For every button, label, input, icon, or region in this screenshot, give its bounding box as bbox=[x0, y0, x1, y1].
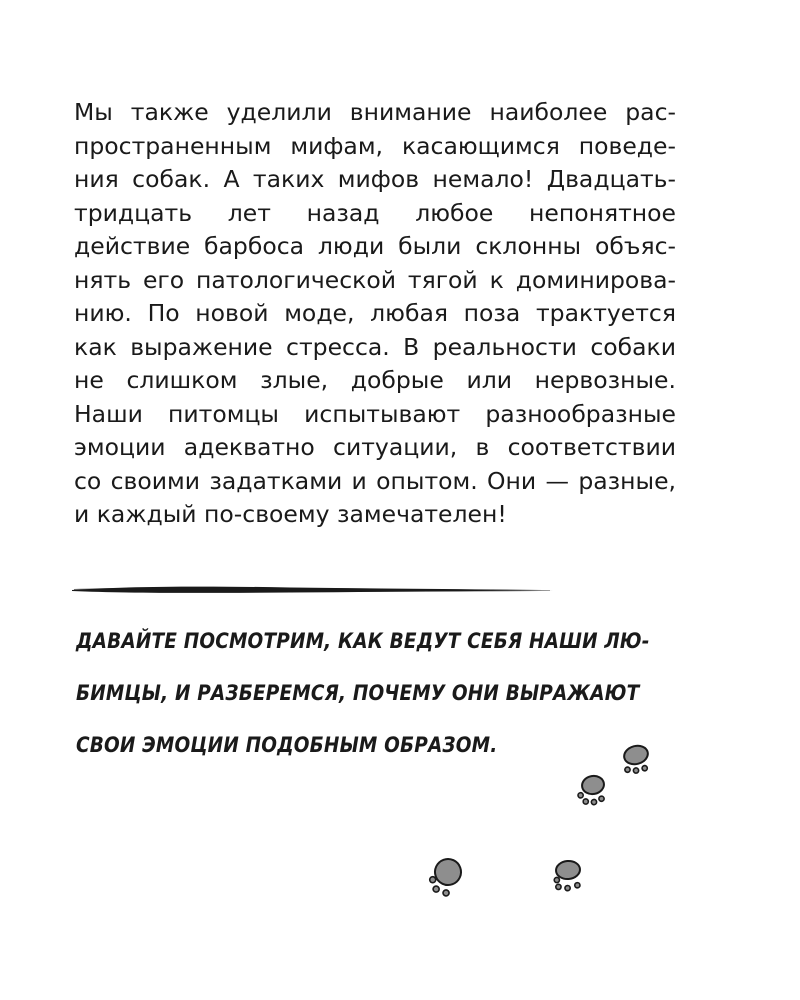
paragraph-line: не слишком злые, добрые или нервозные. bbox=[74, 366, 676, 394]
body-paragraph bbox=[74, 96, 676, 532]
paragraph-line: эмоции адекватно ситуации, в соответствии bbox=[74, 433, 676, 461]
paragraph-line: пространенным мифам, касающимся поведе- bbox=[74, 131, 676, 160]
paw-print-icon bbox=[575, 774, 607, 807]
paragraph-line: действие барбоса люди были склонны объяс- bbox=[74, 232, 676, 260]
callout-line: БИМЦЫ, И РАЗБЕРЕМСЯ, ПОЧЕМУ ОНИ ВЫРАЖАЮТ bbox=[76, 681, 640, 706]
paragraph-line: со своими задатками и опытом. Они — разные, bbox=[74, 466, 676, 495]
paragraph-line: Наши питомцы испытывают разнообразные bbox=[74, 399, 676, 428]
callout-text bbox=[76, 616, 682, 772]
paragraph-line: тридцать лет назад любое непонятное bbox=[74, 198, 676, 227]
paragraph-line: как выражение стресса. В реальности собаки bbox=[74, 332, 676, 361]
paragraph-line: нять его патологической тягой к доминирова- bbox=[74, 265, 676, 294]
brush-stroke-divider bbox=[70, 580, 556, 600]
callout-line: ДАВАЙТЕ ПОСМОТРИМ, КАК ВЕДУТ СЕБЯ НАШИ ЛЮ- bbox=[76, 629, 650, 654]
paragraph-line: Мы также уделили внимание наиболее рас- bbox=[74, 98, 676, 126]
paragraph-line: нию. По новой моде, любая поза трактуется bbox=[74, 299, 676, 327]
paragraph-line: и каждый по-своему замечателен! bbox=[74, 500, 507, 528]
callout-line: СВОИ ЭМОЦИИ ПОДОБНЫМ ОБРАЗОМ. bbox=[76, 733, 498, 758]
paw-print-icon bbox=[425, 855, 468, 899]
paw-print-icon bbox=[553, 860, 582, 892]
paragraph-line: ния собак. А таких мифов немало! Двадцать- bbox=[74, 165, 676, 193]
